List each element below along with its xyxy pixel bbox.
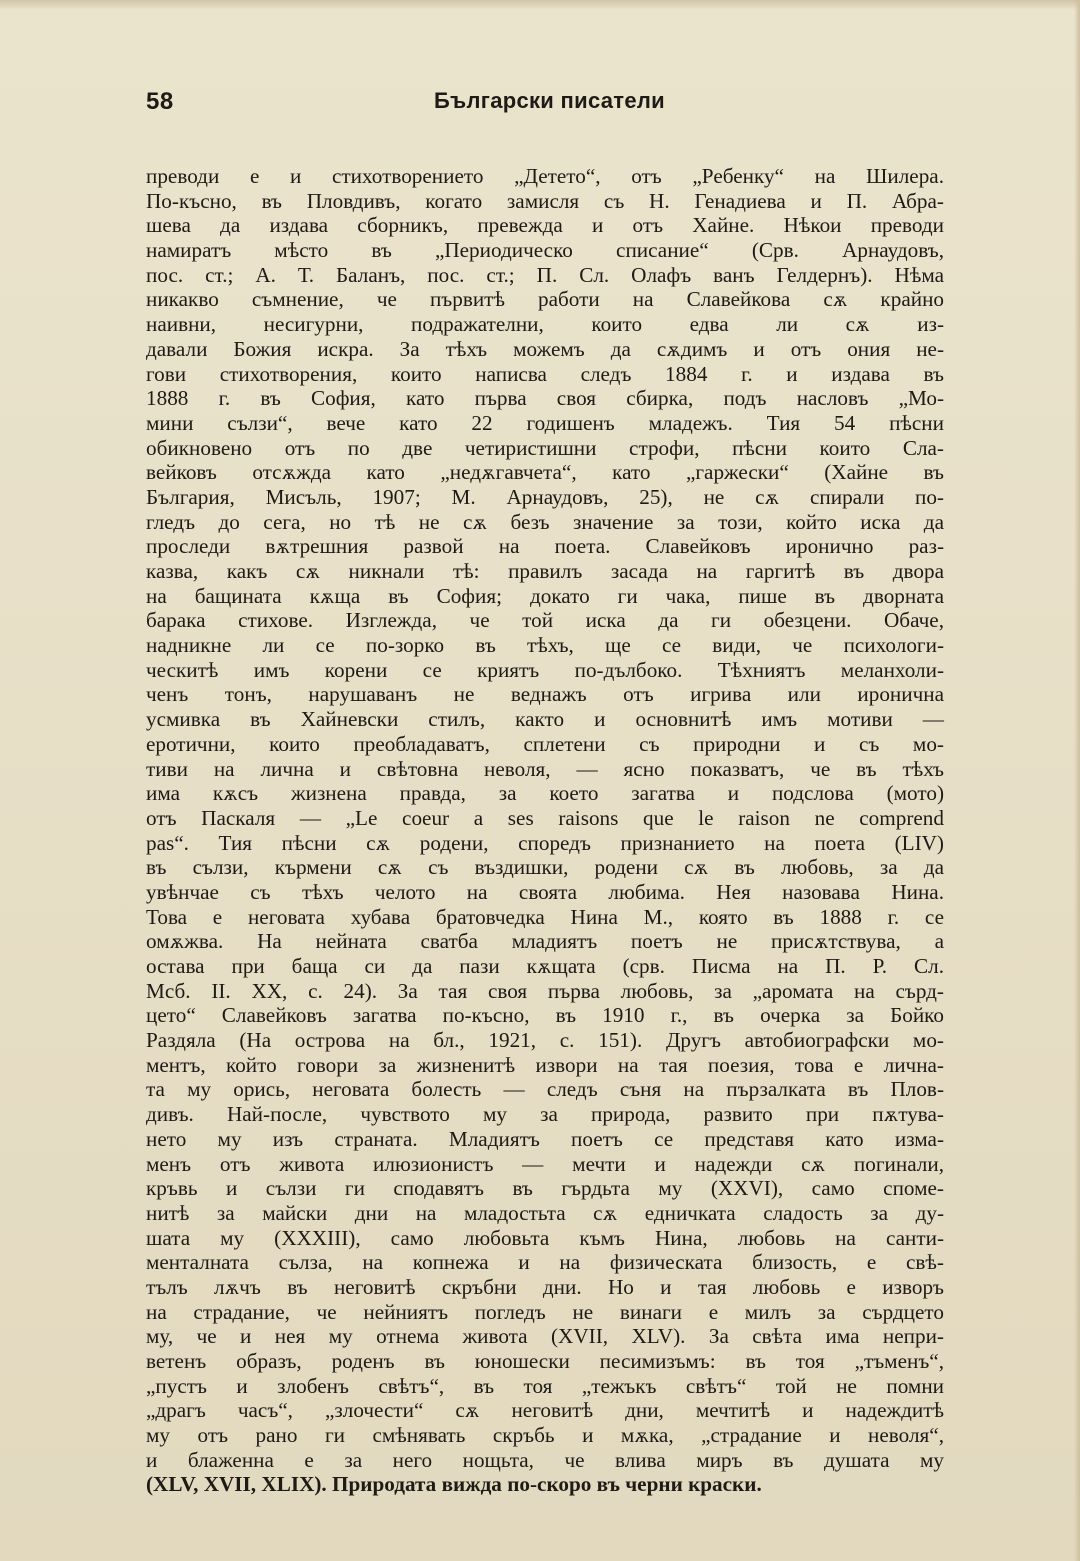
text-line: надникне ли се по-зорко въ тѣхъ, ще се види, че психологи- <box>146 633 944 658</box>
text-line: По-късно, въ Пловдивъ, когато замисля съ Н. Генадиева и П. Абра- <box>146 188 944 213</box>
body-text <box>146 164 944 1497</box>
text-line: мини сълзи“, вече като 22 годишенъ младежъ. Тия 54 пѣсни <box>146 410 944 435</box>
text-line: Това е неговата хубава братовчедка Нина М., която въ 1888 г. се <box>146 904 944 929</box>
text-line: шева да издава сборникъ, превежда и отъ Хайне. Нѣкои преводи <box>146 213 944 238</box>
text-line: шата му (XXXIII), само любовьта къмъ Нина, любовь на санти- <box>146 1225 944 1250</box>
text-line: проследи вѫтрешния развой на поета. Славейковъ иронично раз- <box>146 534 944 559</box>
text-line: наивни, несигурни, подражателни, които едва ли сѫ из- <box>146 312 944 337</box>
text-line: вейковъ отсѫжда като „недѫгавчета“, като „гаржески“ (Хайне въ <box>146 460 944 485</box>
text-line: (XLV, XVII, XLIX). Природата вижда по-скоро въ черни краски. <box>146 1472 762 1497</box>
text-line: барака стихове. Изглежда, че той иска да ги обезцени. Обаче, <box>146 608 944 633</box>
text-line: на страдание, че нейниятъ погледъ не винаги е милъ за сърдцето <box>146 1299 944 1324</box>
text-line: обикновено отъ по две четиристишни строфи, пѣсни които Сла- <box>146 435 944 460</box>
text-line: отъ Паскаля — „Le coeur a ses raisons que le raison ne comprend <box>146 805 944 830</box>
text-line: еротични, които преобладаватъ, сплетени съ природни и съ мо- <box>146 731 944 756</box>
text-line: никакво съмнение, че първитѣ работи на Славейкова сѫ крайно <box>146 287 944 312</box>
page-right-edge <box>1074 0 1080 1561</box>
text-line: та му орись, неговата болесть — следъ съня на пързалката въ Плов- <box>146 1077 944 1102</box>
text-line: усмивка въ Хайневски стилъ, както и основнитѣ имъ мотиви — <box>146 707 944 732</box>
text-line: Раздяла (На острова на бл., 1921, с. 151). Другъ автобиографски мо- <box>146 1028 944 1053</box>
text-line: ческитѣ имъ корени се криятъ по-дълбоко. Тѣхниятъ меланхоли- <box>146 657 944 682</box>
text-line: нето му изъ страната. Младиятъ поетъ се представя като изма- <box>146 1126 944 1151</box>
text-line: гледъ до сега, но тѣ не сѫ безъ значение за този, който иска да <box>146 509 944 534</box>
text-line: гови стихотворения, които написва следъ 1884 г. и издава въ <box>146 361 944 386</box>
text-line: омѫжва. На нейната сватба младиятъ поетъ не присѫтствува, а <box>146 929 944 954</box>
text-line: Мсб. II. XX, с. 24). За тая своя първа любовь, за „аромата на сърд- <box>146 978 944 1003</box>
text-line: „драгъ часъ“, „злочести“ сѫ неговитѣ дни, мечтитѣ и надеждитѣ <box>146 1398 944 1423</box>
text-line: ветенъ образъ, роденъ въ юношески песимизъмъ: въ тоя „тъменъ“, <box>146 1349 944 1373</box>
page-header <box>146 88 946 124</box>
text-line: тиви на лична и свѣтовна неволя, — ясно показватъ, че въ тѣхъ <box>146 756 944 781</box>
text-line: намиратъ мѣсто въ „Периодическо списание“ (Срв. Арнаудовъ, <box>146 238 944 263</box>
text-line: pas“. Тия пѣсни сѫ родени, споредъ признанието на поета (LIV) <box>146 830 944 855</box>
text-line: има кѫсъ жизнена правда, за което загатва и подслова (мото) <box>146 781 944 806</box>
page-top-edge <box>0 0 1080 10</box>
text-line: му, че и нея му отнема живота (XVII, XLV). За свѣта има непри- <box>146 1324 944 1349</box>
text-line: остава при баща си да пази кѫщата (срв. Писма на П. Р. Сл. <box>146 954 944 978</box>
running-title: Български писатели <box>434 88 666 113</box>
text-line: му отъ рано ги смѣнявать скръбь и мѫка, „страдание и неволя“, <box>146 1423 944 1448</box>
text-line: ментъ, който говори за жизненитѣ извори на тая поезия, това е лична- <box>146 1052 944 1077</box>
text-line: 1888 г. въ София, като първа своя сбирка, подъ насловъ „Мо- <box>146 386 944 411</box>
text-line: увѣнчае съ тѣхъ челото на своята любима. Нея назовава Нина. <box>146 879 944 904</box>
text-line: тълъ лѫчъ въ неговитѣ скръбни дни. Но и тая любовь е изворъ <box>146 1274 944 1299</box>
text-line: дивъ. Най-после, чувството му за природа, развито при пѫтува- <box>146 1102 944 1127</box>
text-line: менталната сълза, на копнежа и на физическата близость, е свѣ- <box>146 1250 944 1275</box>
text-line: менъ отъ живота илюзионистъ — мечти и надежди сѫ погинали, <box>146 1151 944 1176</box>
text-line: преводи е и стихотворението „Детето“, отъ „Ребенку“ на Шилера. <box>146 164 944 188</box>
text-line: на бащината кѫща въ София; докато ги чака, пише въ дворната <box>146 583 944 608</box>
text-line: пос. ст.; А. Т. Баланъ, пос. ст.; П. Сл. Олафъ ванъ Гелдернъ). Нѣма <box>146 262 944 287</box>
text-line: цето“ Славейковъ загатва по-късно, въ 1910 г., въ очерка за Бойко <box>146 1003 944 1028</box>
text-line: въ сълзи, кърмени сѫ съ въздишки, родени сѫ въ любовь, за да <box>146 855 944 880</box>
text-line: „пустъ и злобенъ свѣтъ“, въ тоя „тежъкъ свѣтъ“ той не помни <box>146 1373 944 1398</box>
text-line: ченъ тонъ, нарушаванъ не веднажъ отъ игрива или иронична <box>146 682 944 707</box>
text-line: България, Мисъль, 1907; М. Арнаудовъ, 25), не сѫ спирали по- <box>146 484 944 509</box>
text-line: и блаженна е за него нощьта, че влива миръ въ душата му <box>146 1447 944 1472</box>
text-line: кръвь и сълзи ги сподавятъ въ гърдьта му (XXVI), само споме- <box>146 1176 944 1201</box>
page-number: 58 <box>146 88 174 115</box>
text-line: казва, какъ сѫ никнали тѣ: правилъ засада на гаргитѣ въ двора <box>146 559 944 583</box>
text-line: давали Божия искра. За тѣхъ можемъ да сѫдимъ и отъ ония не- <box>146 336 944 361</box>
text-line: нитѣ за майски дни на младостьта сѫ едничката сладость за ду- <box>146 1200 944 1225</box>
